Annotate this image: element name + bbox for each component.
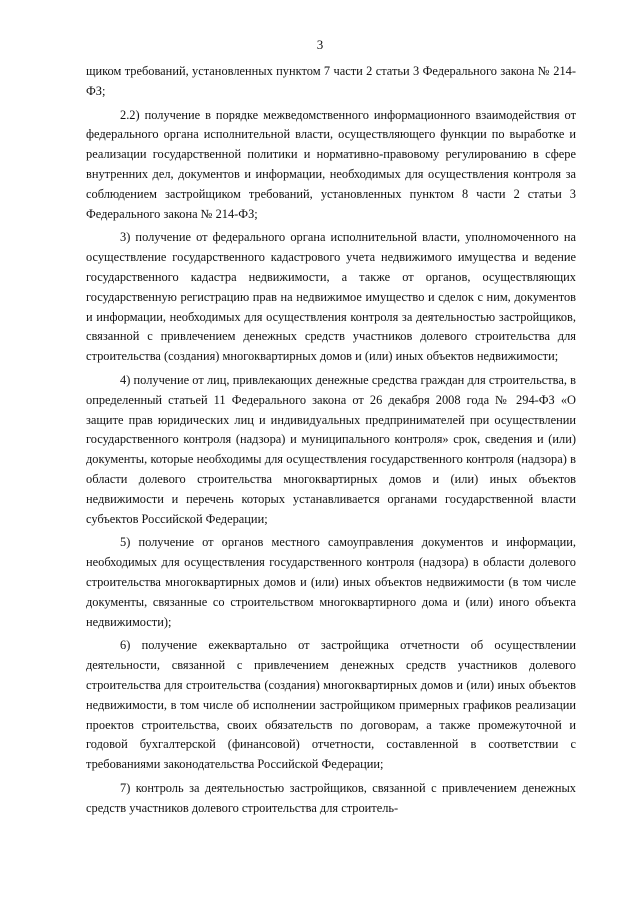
document-body <box>86 62 576 822</box>
page-number: 3 <box>316 37 324 52</box>
paragraph-item-5: 5) получение от органов местного самоуправления документов и информации, необходимых для осуществления государственного контроля (надзора) в области долевого строительства многоквартирных домов и (или) иных объектов недвижимости (в том числе документы, связанные со строительством многоквартирного дома и (или) иного объекта недвижимости); <box>86 535 576 629</box>
paragraph-item-3: 3) получение от федерального органа исполнительной власти, уполномоченного на осуществление государственного кадастрового учета недвижимого имущества и ведение государственного кадастра недвижимости, а также от органов, осуществляющих государственную регистрацию прав на недвижимое имущество и сделок с ним, документов и информации, необходимых для осуществления контроля за деятельностью застройщиков, связанной с привлечением денежных средств участников долевого строительства для строительства (создания) многоквартирных домов и (или) иных объектов недвижимости; <box>86 230 576 364</box>
paragraph-item-4: 4) получение от лиц, привлекающих денежные средства граждан для строительства, в определенный статьей 11 Федерального закона от 26 декабря 2008 года № 294-ФЗ «О защите прав юридических лиц и индивидуальных предпринимателей при осуществлении государственного контроля (надзора) и муниципального контроля» срок, сведения и (или) документы, которые необходимы для осуществления государственного контроля (надзора) в области долевого строительства многоквартирных домов и (или) иных объектов недвижимости и перечень которых устанавливается органами государственной власти субъектов Российской Федерации; <box>86 372 576 526</box>
paragraph-item-6: 6) получение ежеквартально от застройщика отчетности об осуществлении деятельности, связанной с привлечением денежных средств участников долевого строительства для строительства (создания) многоквартирных домов и (или) иных объектов недвижимости, в том числе об исполнении застройщиком примерных графиков реализации проектов строительства, своих обязательств по договорам, а также промежуточной и годовой бухгалтерской (финансовой) отчетности, составленной в соответствии с требованиями законодательства Российской Федерации; <box>86 638 576 772</box>
paragraph-item-2-2: 2.2) получение в порядке межведомственного информационного взаимодействия от федерального органа исполнительной власти, осуществляющего функции по выработке и реализации государственной политики и нормативно-правовому регулированию в сфере внутренних дел, документов и информации, необходимых для осуществления контроля за соблюдением застройщиком требований, установленных пунктом 8 части 2 статьи 3 Федерального закона № 214-ФЗ; <box>86 107 576 221</box>
paragraph-continuation: щиком требований, установленных пунктом 7 части 2 статьи 3 Федерального закона № 214-ФЗ; <box>86 64 576 98</box>
paragraph-item-7: 7) контроль за деятельностью застройщиков, связанной с привлечением денежных средств участников долевого строительства для строитель- <box>86 780 576 815</box>
